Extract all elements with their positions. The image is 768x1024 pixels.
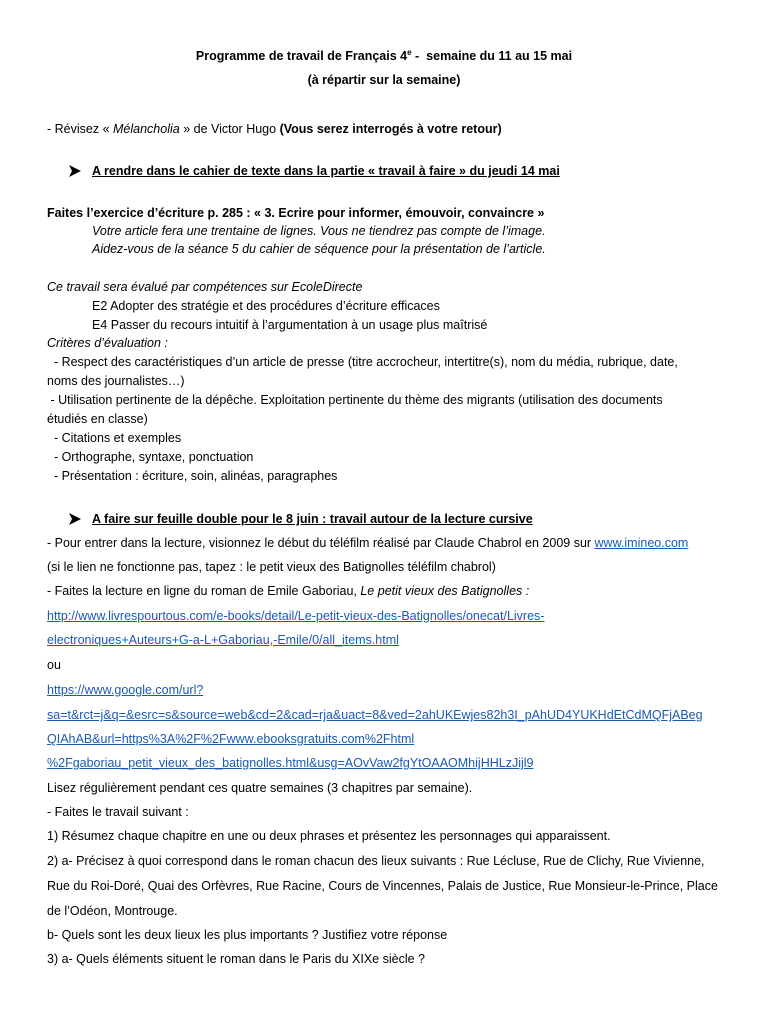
page-subtitle: (à répartir sur la semaine) [307,73,461,87]
google-link[interactable]: %2Fgaboriau_petit_vieux_des_batignolles.html&usg=AOvVaw2fgYtOAAOMhijHHLzJijl9 [47,756,534,770]
evaluation-intro: Ce travail sera évalué par compétences sur EcoleDirecte [47,280,363,294]
criteria-label: Critères d’évaluation : [47,336,168,350]
arrow-bullet-icon [68,512,82,526]
criteria-item: - Orthographe, syntaxe, ponctuation [47,450,254,464]
question-item: 3) a- Quels éléments situent le roman dans le Paris du XIXe siècle ? [47,952,425,966]
or-separator: ou [47,658,61,672]
reading-intro-line: - Pour entrer dans la lecture, visionnez le début du téléfilm réalisé par Claude Chabrol en 2009 sur www.imineo.com [47,536,689,550]
criteria-item: - Citations et exemples [47,431,182,445]
question-item: de l’Odéon, Montrouge. [47,904,178,918]
page-title: Programme de travail de Français 4e - semaine du 11 au 15 mai [195,48,573,64]
section1-heading: A rendre dans le cahier de texte dans la partie « travail à faire » du jeudi 14 mai [92,164,560,178]
google-link[interactable]: sa=t&rct=j&q=&esrc=s&source=web&cd=2&cad=rja&uact=8&ved=2ahUKEwjes82h3I_pAhUD4YUKHdEtCdMQFjABeg [47,708,703,722]
competence-item: E4 Passer du recours intuitif à l’argumentation à un usage plus maîtrisé [92,318,488,332]
livrespourtous-link[interactable]: electroniques+Auteurs+G-a-L+Gaboriau,-Emile/0/all_items.html [47,633,399,647]
criteria-item: - Utilisation pertinente de la dépêche. Exploitation pertinente du thème des migrants (utilisation des documents [47,393,663,407]
exercise-line: Faites l’exercice d’écriture p. 285 : « 3. Ecrire pour informer, émouvoir, convaincre » [47,206,545,220]
question-item: Rue du Roi-Doré, Quai des Orfèvres, Rue Racine, Cours de Vincennes, Palais de Justice, Rue Monsieur-le-Prince, Place [47,879,718,893]
instruction-line: Votre article fera une trentaine de lignes. Vous ne tiendrez pas compte de l’image. [92,224,546,238]
imineo-link[interactable]: www.imineo.com [594,536,689,550]
instruction-line: Aidez-vous de la séance 5 du cahier de séquence pour la présentation de l’article. [92,242,546,256]
section2-heading: A faire sur feuille double pour le 8 juin : travail autour de la lecture cursive [92,512,533,526]
criteria-item: étudiés en classe) [47,412,148,426]
reading-fallback-line: (si le lien ne fonctionne pas, tapez : le petit vieux des Batignolles téléfilm chabrol) [47,560,496,574]
reading-online-line: - Faites la lecture en ligne du roman de Emile Gaboriau, Le petit vieux des Batignolles : [47,584,530,598]
arrow-bullet-icon [68,164,82,178]
question-item: 1) Résumez chaque chapitre en une ou deux phrases et présentez les personnages qui apparaissent. [47,829,611,843]
criteria-item: - Respect des caractéristiques d’un article de presse (titre accrocheur, intertitre(s), nom du média, rubrique, date, [47,355,678,369]
competence-item: E2 Adopter des stratégie et des procédures d’écriture efficaces [92,299,440,313]
task-intro-line: - Faites le travail suivant : [47,805,189,819]
google-link[interactable]: https://www.google.com/url? [47,683,204,697]
criteria-item: noms des journalistes…) [47,374,185,388]
revision-line: - Révisez « Mélancholia » de Victor Hugo (Vous serez interrogés à votre retour) [47,122,502,136]
livrespourtous-link[interactable]: http://www.livrespourtous.com/e-books/detail/Le-petit-vieux-des-Batignolles/onecat/Livres- [47,609,545,623]
google-link[interactable]: QIAhAB&url=https%3A%2F%2Fwww.ebooksgratuits.com%2Fhtml [47,732,415,746]
reading-schedule-line: Lisez régulièrement pendant ces quatre semaines (3 chapitres par semaine). [47,781,473,795]
criteria-item: - Présentation : écriture, soin, alinéas, paragraphes [47,469,338,483]
question-item: 2) a- Précisez à quoi correspond dans le roman chacun des lieux suivants : Rue Lécluse, Rue de Clichy, Rue Vivienne, [47,854,705,868]
question-item: b- Quels sont les deux lieux les plus importants ? Justifiez votre réponse [47,928,448,942]
